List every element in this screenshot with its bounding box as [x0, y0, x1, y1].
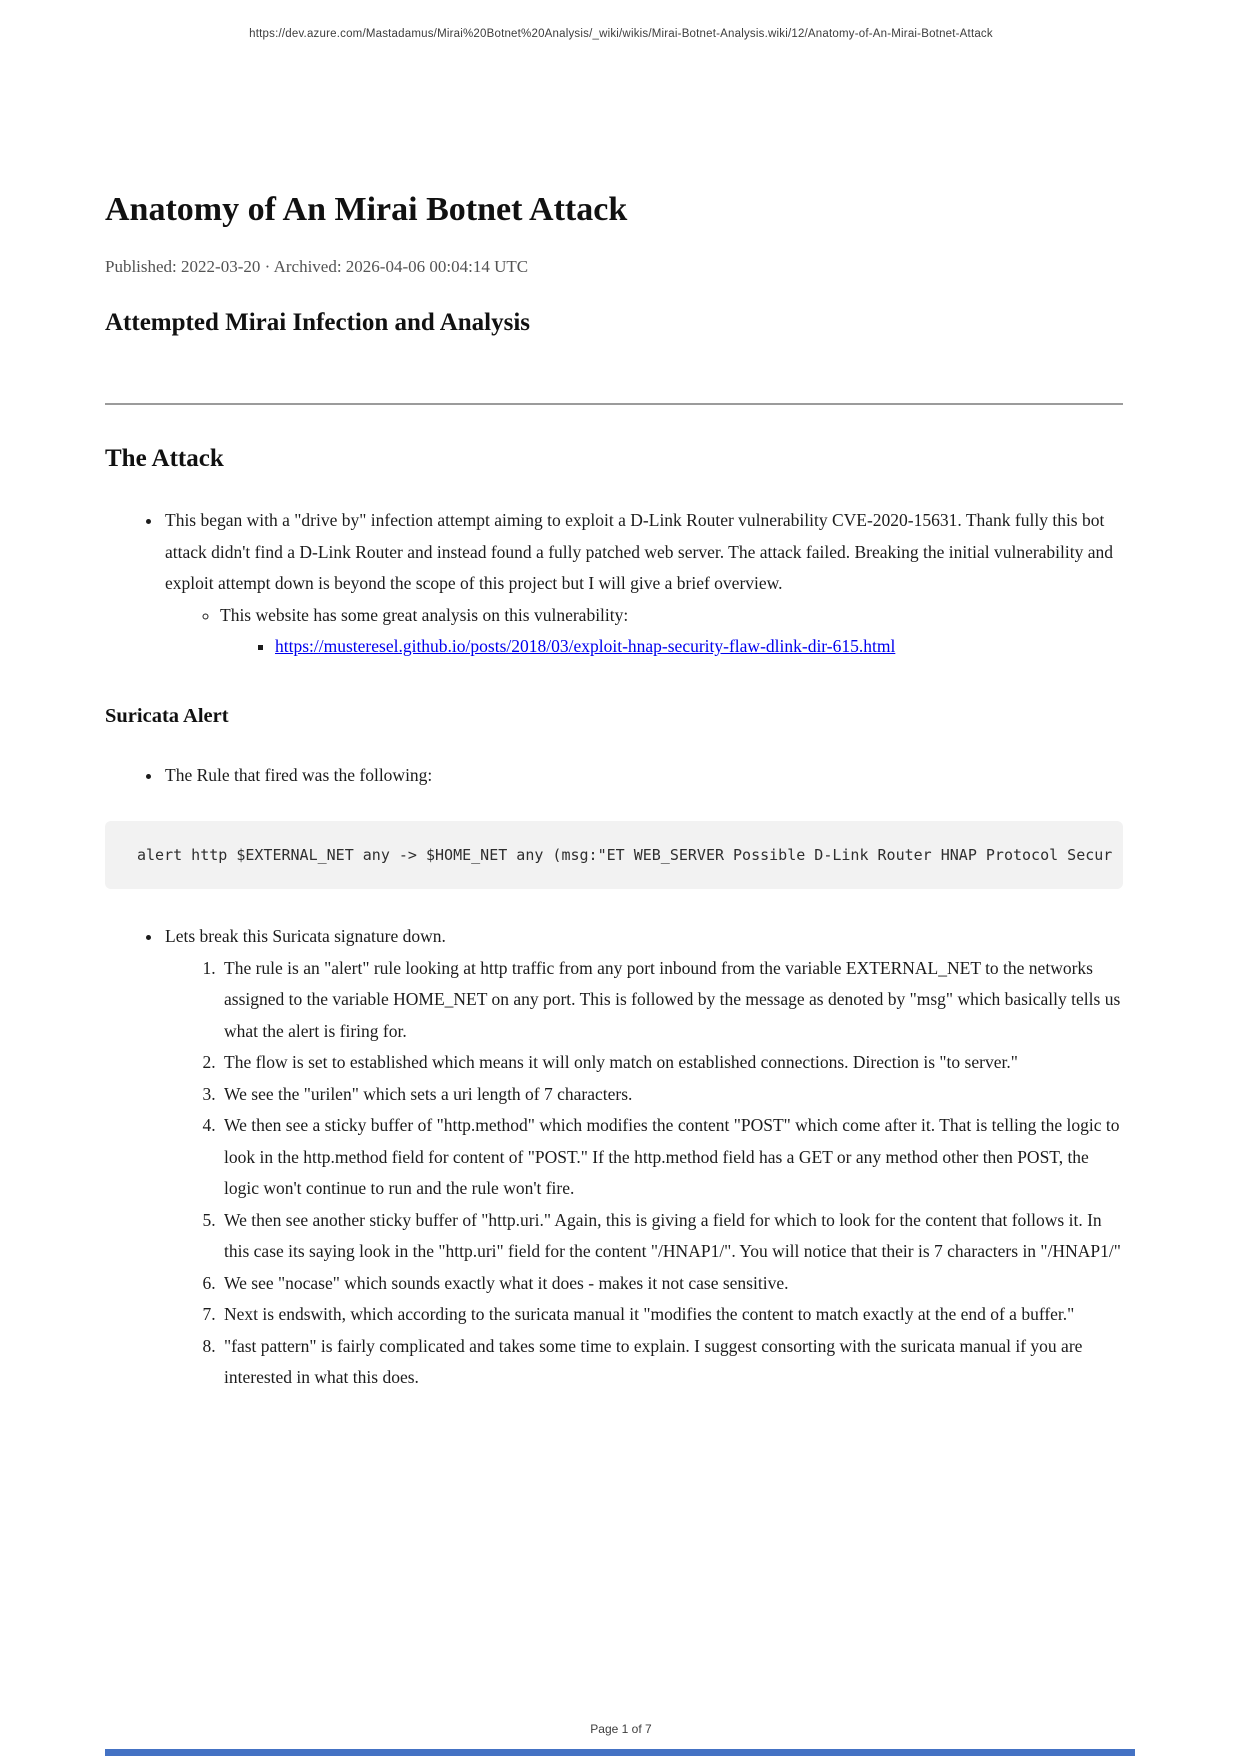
- breakdown-list: [105, 921, 1123, 1394]
- rule-intro-list: [105, 760, 1123, 792]
- analysis-external-link[interactable]: https://musteresel.github.io/posts/2018/03/exploit-hnap-security-flaw-dlink-dir-615.html: [275, 636, 896, 657]
- section-heading-suricata-alert: Suricata Alert: [105, 704, 229, 727]
- breakdown-item-6: 6. We see "nocase" which sounds exactly what it does - makes it not case sensitive.: [220, 1268, 1123, 1300]
- breakdown-item-2: 2. The flow is set to established which means it will only match on established connections. Direction is "to server.": [220, 1047, 1123, 1079]
- attack-sub-list: [165, 600, 1123, 663]
- suricata-rule-code: alert http $EXTERNAL_NET any -> $HOME_NET any (msg:"ET WEB_SERVER Possible D-Link Router HNAP Protocol Secur: [137, 846, 1113, 865]
- website-note-text: This website has some great analysis on this vulnerability:: [220, 604, 629, 625]
- attack-bullet-list: [105, 505, 1123, 663]
- list-item: [163, 505, 1123, 663]
- article-content: [105, 0, 1123, 1394]
- breakdown-ordered-list: [165, 953, 1123, 1394]
- list-item: [163, 921, 1123, 1394]
- breakdown-intro-text: Lets break this Suricata signature down.: [165, 926, 446, 947]
- list-item: [275, 631, 1123, 663]
- breakdown-item-7: 7. Next is endswith, which according to the suricata manual it "modifies the content to match exactly at the end of a buffer.": [220, 1299, 1123, 1331]
- section-heading-the-attack: The Attack: [105, 445, 224, 473]
- publish-meta: Published: 2022-03-20 · Archived: 2026-04-06 00:04:14 UTC: [105, 257, 529, 277]
- breakdown-item-1: 1. The rule is an "alert" rule looking at http traffic from any port inbound from the variable EXTERNAL_NET to the networks assigned to the variable HOME_NET on any port. This is followed by the message as denoted by "msg" which basically tells us what the alert is firing for.: [220, 953, 1123, 1048]
- attack-intro-text: This began with a "drive by" infection attempt aiming to exploit a D-Link Router vulnerability CVE-2020-15631. Thank fully this bot attack didn't find a D-Link Router and instead found a fully patched web server. The attack failed. Breaking the initial vulnerability and exploit attempt down is beyond the scope of this project but I will give a brief overview.: [165, 510, 1114, 594]
- page-title: Anatomy of An Mirai Botnet Attack: [105, 191, 628, 228]
- print-header-url: https://dev.azure.com/Mastadamus/Mirai%20Botnet%20Analysis/_wiki/wikis/Mirai-Botnet-Analysis.wiki/12/Anatomy-of-An-Mirai-Botnet-Attack: [249, 28, 993, 40]
- page-number: Page 1 of 7: [590, 1722, 652, 1736]
- breakdown-item-4: 4. We then see a sticky buffer of "http.method" which modifies the content "POST" which come after it. That is telling the logic to look in the http.method field for content of "POST." If the http.method field has a GET or any method other then POST, the logic won't continue to run and the rule won't fire.: [220, 1110, 1123, 1205]
- horizontal-rule: [105, 403, 1123, 405]
- suricata-rule-code-block: [105, 821, 1123, 889]
- attack-link-list: [220, 631, 1123, 663]
- breakdown-item-3: 3. We see the "urilen" which sets a uri length of 7 characters.: [220, 1079, 1123, 1111]
- list-item: [163, 760, 1123, 792]
- next-page-cutoff-bar: [105, 1749, 1135, 1756]
- article-subtitle: Attempted Mirai Infection and Analysis: [105, 309, 530, 337]
- rule-intro-text: The Rule that fired was the following:: [165, 764, 433, 785]
- breakdown-item-8: 8. "fast pattern" is fairly complicated and takes some time to explain. I suggest consorting with the suricata manual if you are interested in what this does.: [220, 1331, 1123, 1394]
- list-item: [220, 600, 1123, 663]
- breakdown-item-5: 5. We then see another sticky buffer of "http.uri." Again, this is giving a field for which to look for the content that follows it. In this case its saying look in the "http.uri" field for the content "/HNAP1/". You will notice that their is 7 characters in "/HNAP1/": [220, 1205, 1123, 1268]
